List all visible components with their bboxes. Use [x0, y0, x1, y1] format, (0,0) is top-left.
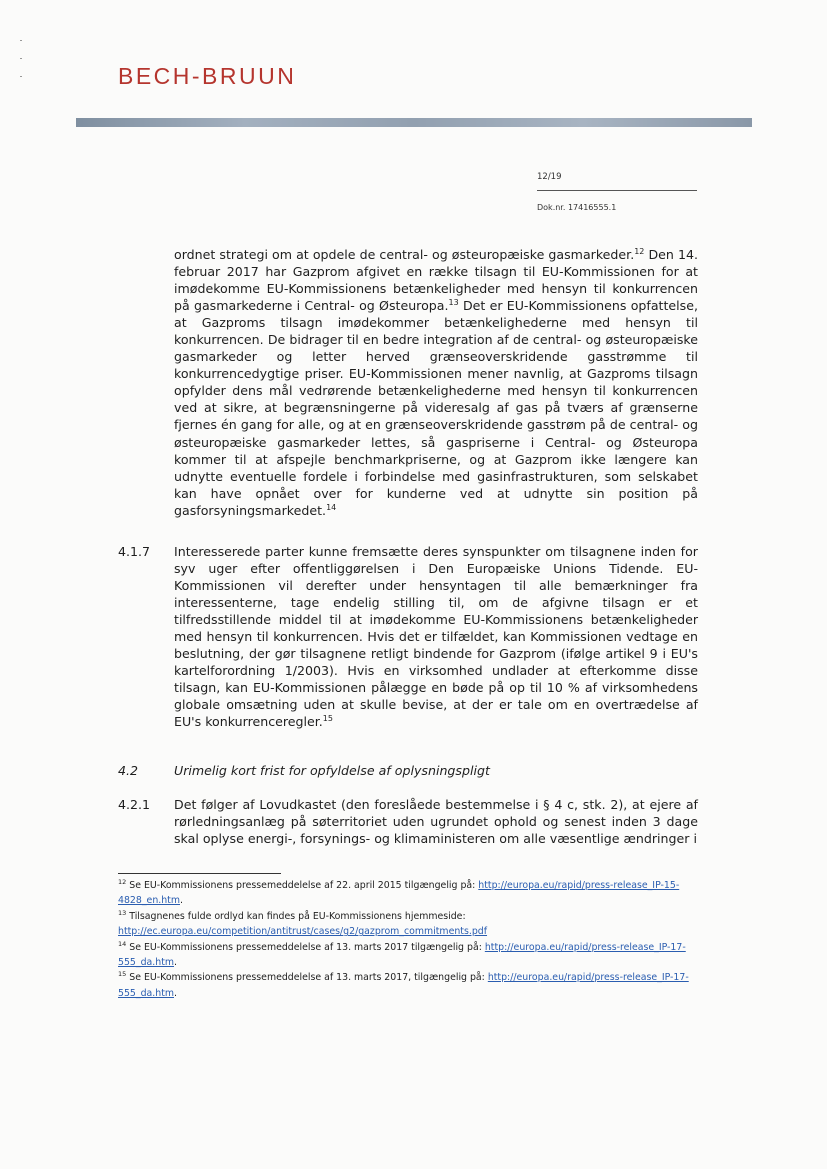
footnote-ref[interactable]: 14 — [326, 502, 337, 512]
scan-mark — [20, 76, 22, 77]
section-text: Interesserede parter kunne fremsætte deres synspunkter om tilsagnene inden for syv uger efter offentliggørelsen i Den Europæiske Unions Tidende. EU-Kommissionen vil derefter under hensyntagen til alle bemærkninger fra interessenterne, tage endelig stilling til, om de afgivne tilsagn er et tilfredsstillende middel til at imødekomme EU-Kommissionens betænkeligheder med hensyn til konkurrencen. Hvis det er tilfældet, kan Kommissionen vedtage en beslutning, der gør tilsagnene retligt bindende for Gazprom (ifølge artikel 9 i EU's kartelforordning 1/2003). Hvis en virksomhed undlader at efterkomme disse tilsagn, kan EU-Kommissionen pålægge en bøde på op til 10 % af virksomhedens globale omsætning uden at skulle bevise, at der er tale om en overtrædelse af EU's konkurrenceregler.$^{15}$ — [174, 544, 698, 730]
footnote: $^{15}$ Se EU-Kommissionens pressemeddelelse af 13. marts 2017, tilgængelig på: http://europa.eu/rapid/press-release_IP-17-555_da.htm. — [118, 970, 689, 999]
continued-paragraph: ordnet strategi om at opdele de central- og østeuropæiske gasmarkeder.$^{12}$ Den 14. februar 2017 har Gazprom afgivet en række tilsagn til EU-Kommissionen for at imødekomme EU-Kommissionens betænkeligheder med hensyn til konkurrencen på gasmarkederne i Central- og Østeuropa.$^{13}$ Det er EU-Kommissionens opfattelse, at Gazproms tilsagn imødekommer betænkelighederne med hensyn til konkurrencen. De bidrager til en bedre integration af de central- og østeuropæiske gasmarkeder og letter herved grænseoverskridende gasstrømme til konkurrencedygtige priser. EU-Kommissionen mener navnlig, at Gazproms tilsagn opfylder dens mål vedrørende betænkelighederne med hensyn til konkurrencen ved at sikre, at begrænsningerne på videresalg af gas på tværs af grænserne fjernes én gang for alle, og at en grænseoverskridende gasstrøm på de central- og østeuropæiske gasmarkeder lettes, så gaspriserne i Central- og Østeuropa kommer til at afspejle benchmarkpriserne, og at Gazprom ikke længere kan udnytte eventuelle fordele i forbindelse med gasinfrastrukturen, som selskabet kan have opnået over for kunderne ved at udnytte sin position på gasforsyningsmarkedet.$^{14}$ — [174, 246, 698, 518]
section-number: 4.2.1 — [118, 797, 151, 812]
footnote-link[interactable]: http://ec.europa.eu/competition/antitrust/cases/g2/gazprom_commitments.pdf — [118, 926, 488, 938]
footnote: $^{13}$ Tilsagnenes fulde ordlyd kan findes på EU-Kommissionens hjemmeside: http://ec.europa.eu/competition/antitrust/cases/g2/gazprom_commitments.pdf — [118, 908, 488, 938]
section-number: 4.2 — [118, 763, 139, 778]
footnote-ref[interactable]: 15 — [322, 714, 333, 724]
section-4-2 — [118, 762, 698, 779]
page-meta — [537, 172, 697, 212]
footnote-ref[interactable]: 12 — [634, 246, 645, 256]
scan-mark — [20, 40, 22, 41]
section-number: 4.1.7 — [118, 544, 151, 559]
footnote-link[interactable]: http://europa.eu/rapid/press-release_IP-15-4828_en.htm — [118, 880, 680, 907]
footnotes — [118, 878, 698, 1001]
footnote: $^{14}$ Se EU-Kommissionens pressemeddelelse af 13. marts 2017 tilgængelig på: http://europa.eu/rapid/press-release_IP-17-555_da.htm. — [118, 939, 686, 969]
section-heading: Urimelig kort frist for opfyldelse af oplysningspligt — [174, 763, 490, 778]
page-number: 12/19 — [537, 172, 562, 182]
footnote-link[interactable]: http://europa.eu/rapid/press-release_IP-17-555_da.htm — [118, 941, 686, 969]
footnote: $^{12}$ Se EU-Kommissionens pressemeddelelse af 22. april 2015 tilgængelig på: http://europa.eu/rapid/press-release_IP-15-4828_en.htm. — [118, 877, 680, 907]
scan-mark — [20, 58, 22, 59]
document-number: Dok.nr. 17416555.1 — [537, 203, 617, 212]
meta-divider — [537, 190, 697, 191]
header-bar — [76, 118, 752, 127]
footnote-ref[interactable]: 13 — [448, 297, 459, 307]
section-4-1-7 — [118, 543, 698, 731]
brand-logo: BECH-BRUUN — [118, 63, 297, 89]
section-4-2-1 — [118, 796, 698, 847]
section-text: Det følger af Lovudkastet (den foreslåede bestemmelse i § 4 c, stk. 2), at ejere af rørledningsanlæg på søterritoriet uden ugrundet ophold og senest inden 3 dage skal oplyse energi-, forsynings- og klimaministeren om alle væsentlige ændringer i — [174, 797, 698, 847]
footnote-divider — [118, 873, 281, 874]
footnote-link[interactable]: http://europa.eu/rapid/press-release_IP-17-555_da.htm — [118, 972, 689, 999]
